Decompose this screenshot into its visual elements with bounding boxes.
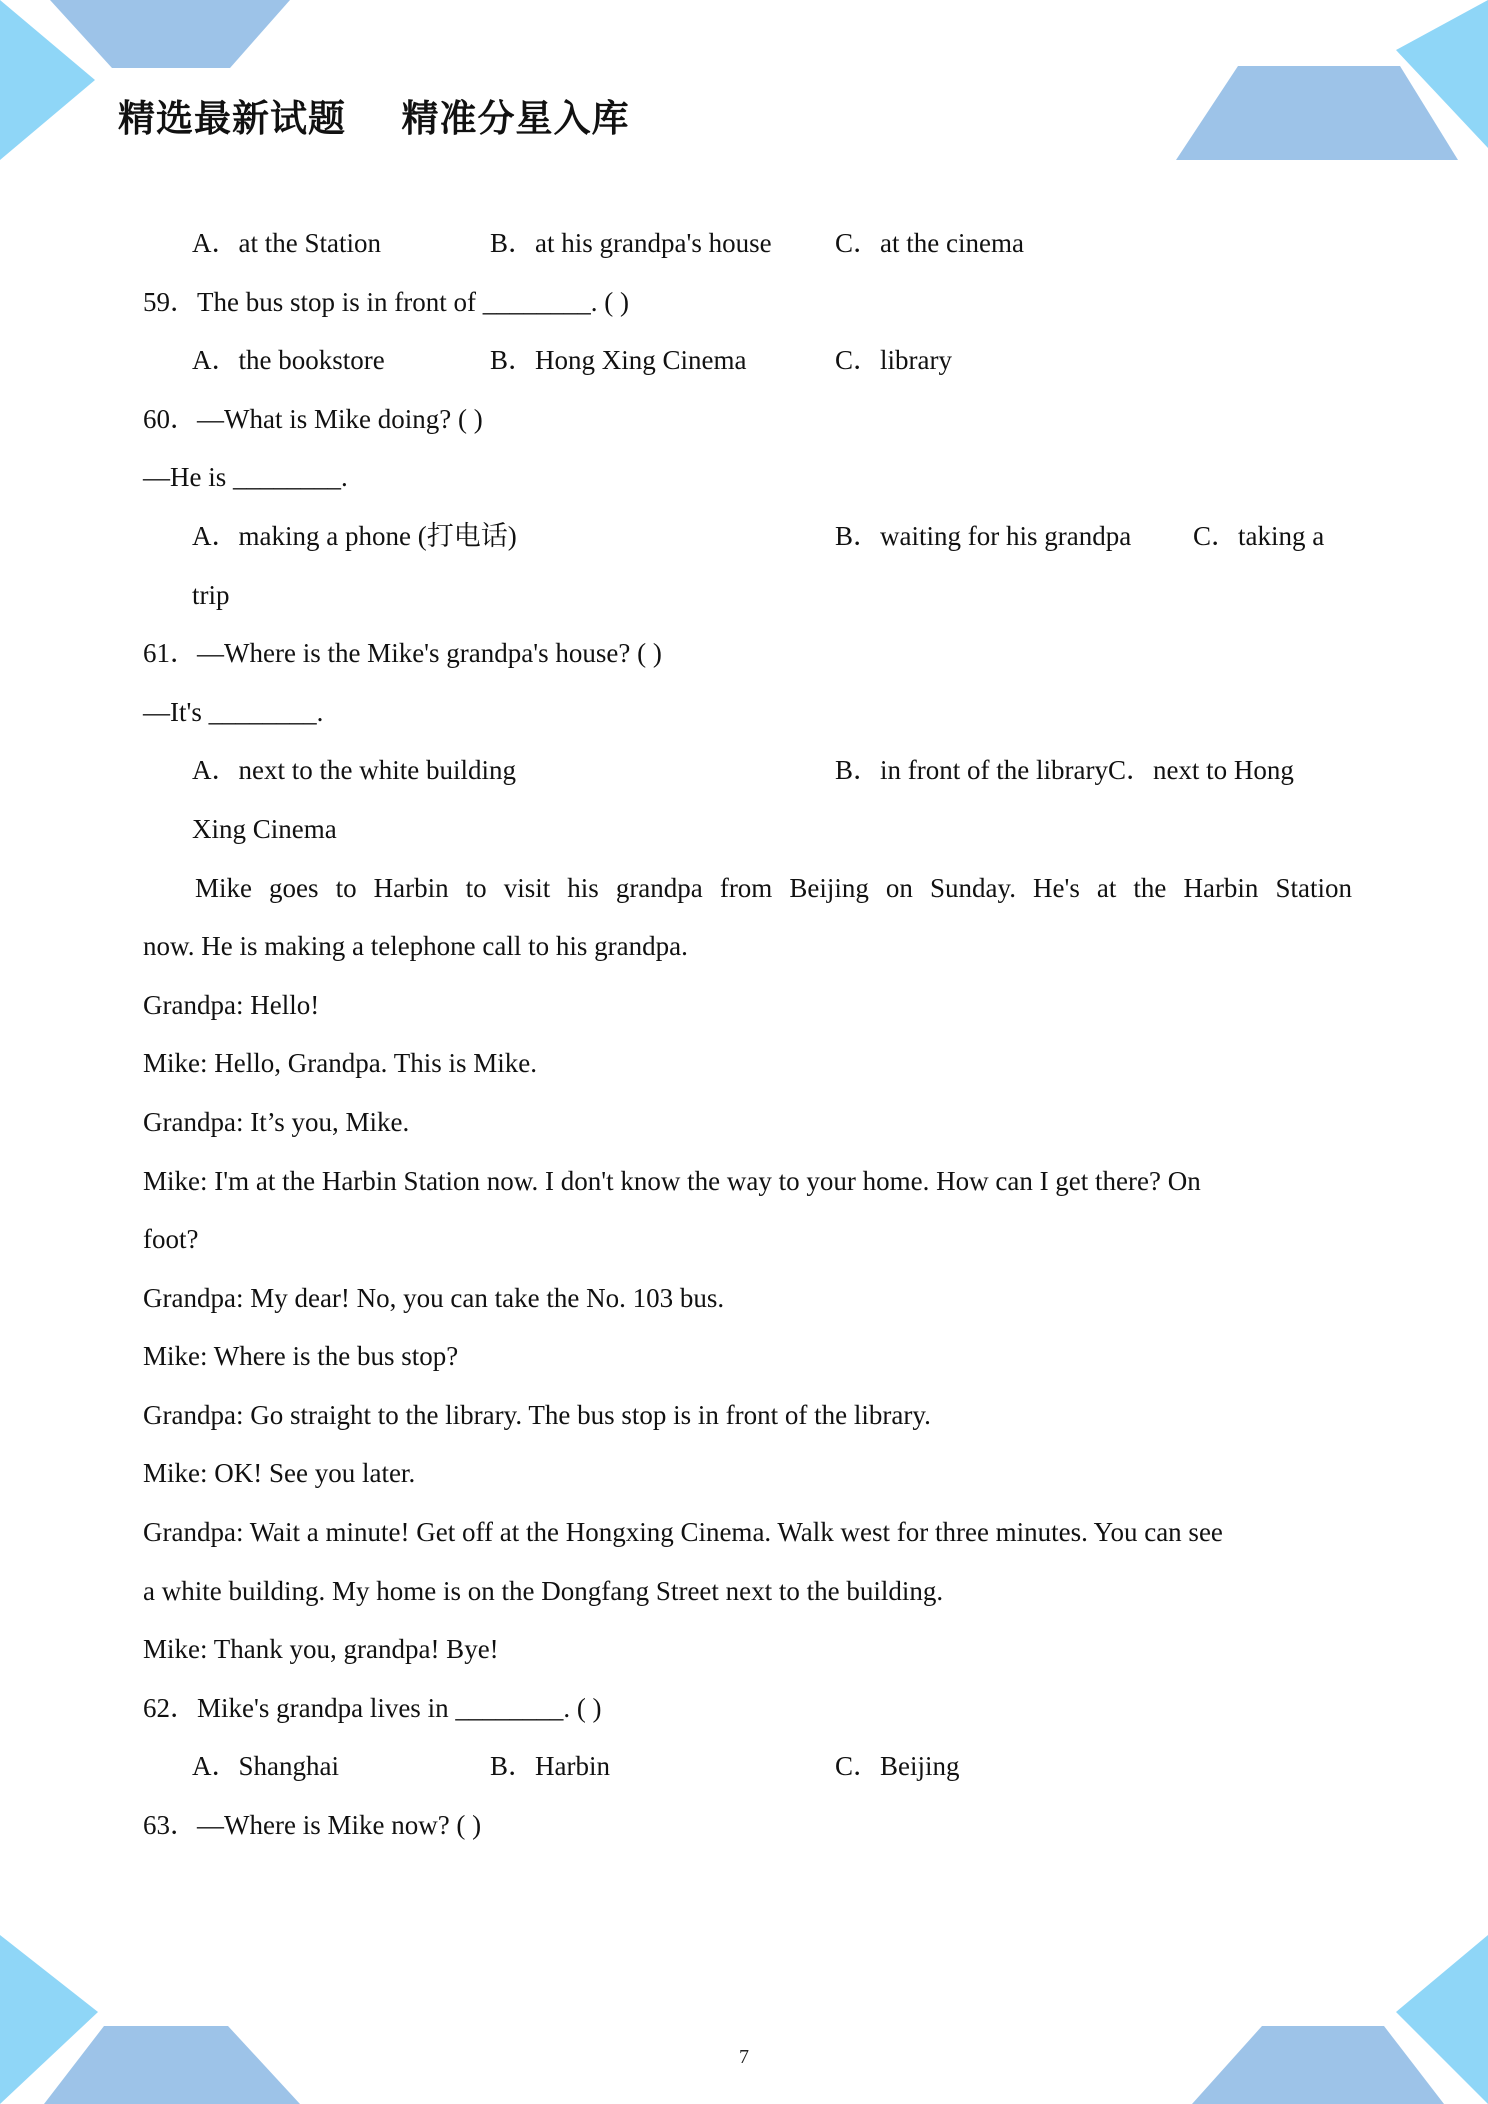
dialogue-line: Mike: I'm at the Harbin Station now. I don't know the way to your home. How can I get there? On	[143, 1165, 1201, 1196]
passage	[0, 859, 1488, 1679]
dialogue-line: Mike: Thank you, grandpa! Bye!	[143, 1634, 499, 1665]
dialogue-line: Mike: Hello, Grandpa. This is Mike.	[143, 1048, 537, 1079]
option-a: A．Shanghai	[192, 1751, 339, 1782]
dialogue-line: Mike: OK! See you later.	[143, 1458, 416, 1489]
option-c: C．at the cinema	[835, 228, 1024, 258]
option-continuation: trip	[192, 579, 230, 610]
option-b-c: B．in front of the libraryC．next to Hong	[835, 755, 1294, 786]
dialogue-line: a white building. My home is on the Dongfang Street next to the building.	[143, 1575, 944, 1606]
options-row	[0, 741, 1488, 800]
passage-intro-line-1: Mike goes to Harbin to visit his grandpa from Beijing on Sunday. He's at the Harbin Station	[195, 872, 1352, 903]
options-row	[0, 214, 1488, 273]
question-62: 62．Mike's grandpa lives in ________. ( )	[143, 1692, 602, 1723]
corner-shape-top-left-trapezoid	[50, 0, 290, 68]
dialogue-line: Grandpa: Wait a minute! Get off at the Hongxing Cinema. Walk west for three minutes. You can see	[143, 1517, 1223, 1548]
dialogue-line: Grandpa: Hello!	[143, 989, 320, 1020]
header-title: 精选最新试题 精准分星入库	[118, 97, 630, 140]
option-c: C．taking a	[1193, 520, 1325, 551]
corner-shape-top-right-trapezoid	[1176, 66, 1458, 160]
option-b: B．waiting for his grandpa	[835, 520, 1132, 551]
page-number: 7	[739, 2046, 749, 2068]
answer-line: —It's ________.	[143, 696, 324, 727]
answer-line: —He is ________.	[143, 462, 348, 493]
option-a: A．at the Station	[192, 228, 381, 258]
option-b: B．Harbin	[490, 1751, 610, 1782]
option-b: B．Hong Xing Cinema	[490, 345, 747, 376]
option-a: A．the bookstore	[192, 345, 385, 376]
document-content	[0, 214, 1488, 1855]
options-row	[0, 507, 1488, 566]
dialogue-line: Grandpa: Go straight to the library. The bus stop is in front of the library.	[143, 1399, 931, 1430]
options-row	[0, 331, 1488, 390]
option-c: C．Beijing	[835, 1751, 960, 1782]
option-a: A．next to the white building	[192, 755, 516, 786]
option-b: B．at his grandpa's house	[490, 228, 772, 258]
passage-intro-line-2: now. He is making a telephone call to his grandpa.	[143, 931, 688, 962]
dialogue-line: Grandpa: It’s you, Mike.	[143, 1106, 410, 1137]
dialogue-line: foot?	[143, 1224, 199, 1255]
options-row	[0, 1737, 1488, 1796]
question-59: 59．The bus stop is in front of ________. ( )	[143, 286, 629, 317]
option-c: C．library	[835, 345, 952, 376]
option-a: A．making a phone (打电话)	[192, 520, 517, 551]
question-60: 60．—What is Mike doing? ( )	[143, 403, 483, 434]
question-63: 63．—Where is Mike now? ( )	[143, 1810, 482, 1841]
question-61: 61．—Where is the Mike's grandpa's house? ( )	[143, 638, 662, 669]
dialogue-line: Mike: Where is the bus stop?	[143, 1341, 459, 1372]
option-continuation: Xing Cinema	[192, 813, 337, 844]
dialogue-line: Grandpa: My dear! No, you can take the No. 103 bus.	[143, 1282, 725, 1313]
